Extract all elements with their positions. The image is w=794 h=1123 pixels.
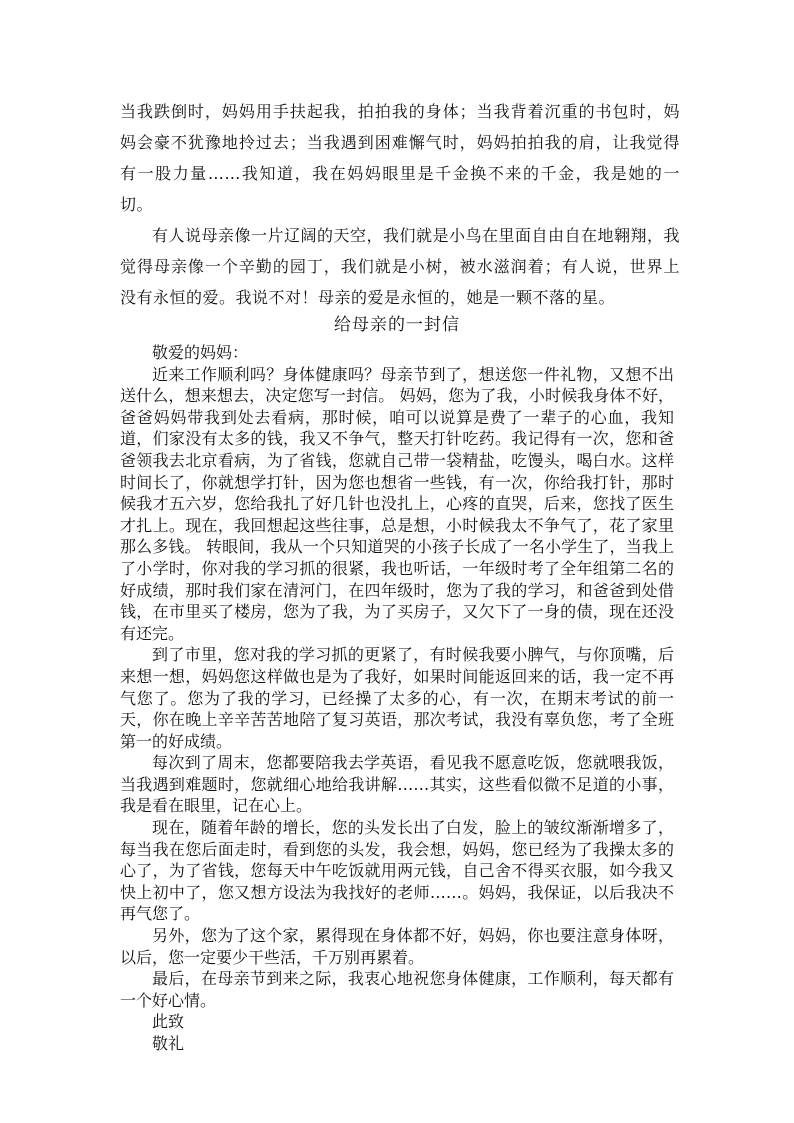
letter-paragraph: 现在，随着年龄的增长，您的头发长出了白发，脸上的皱纹渐渐增多了，每当我在您后面走时，看到您的头发，我会想，妈妈，您已经为了我操太多的心了，为了省钱，您每天中午吃饭就用两元钱，自己舍不得买衣服，如今我又快上初中了，您又想方设法为我找好的老师……。妈妈，我保证，以后我决不再气您了。	[120, 818, 674, 924]
letter-body	[120, 342, 674, 1055]
letter-title: 给母亲的一封信	[334, 315, 460, 335]
letter-closing: 敬礼	[152, 1034, 185, 1053]
letter-salutation: 敬爱的妈妈：	[152, 343, 249, 362]
letter-closing: 此致	[152, 1012, 185, 1032]
letter-paragraph: 另外，您为了这个家，累得现在身体都不好，妈妈，你也要注意身体呀，以后，您一定要少干些活，千万别再累着。	[120, 926, 674, 967]
essay-section	[120, 96, 680, 313]
letter-paragraph: 每次到了周末，您都要陪我去学英语，看见我不愿意吃饭，您就喂我饭，当我遇到难题时，您就细心地给我讲解……其实，这些看似微不足道的小事，我是看在眼里，记在心上。	[120, 753, 674, 816]
essay-paragraph: 当我跌倒时，妈妈用手扶起我，拍拍我的身体；当我背着沉重的书包时，妈妈会豪不犹豫地拎过去；当我遇到困难懈气时，妈妈拍拍我的肩，让我觉得有一股力量……我知道，我在妈妈眼里是千金换不来的千金，我是她的一切。	[120, 102, 680, 214]
letter-paragraph: 到了市里，您对我的学习抓的更紧了，有时候我要小脾气，与你顶嘴，后来想一想，妈妈您这样做也是为了我好，如果时间能返回来的话，我一定不再气您了。您为了我的学习，已经操了太多的心，有一次，在期末考试的前一天，你在晚上辛辛苦苦地陪了复习英语，那次考试，我没有辜负您，考了全班第一的好成绩。	[120, 645, 674, 751]
essay-paragraph: 有人说母亲像一片辽阔的天空，我们就是小鸟在里面自由自在地翱翔，我觉得母亲像一个辛勤的园丁，我们就是小树，被水滋润着；有人说，世界上没有永恒的爱。我说不对！母亲的爱是永恒的，她是一颗不落的星。	[120, 226, 681, 307]
letter-paragraph: 近来工作顺利吗？身体健康吗？母亲节到了，想送您一件礼物，又想不出送什么，想来想去，决定您写一封信。 妈妈，您为了我，小时候我身体不好，爸爸妈妈带我到处去看病，那时候，咱可以说算是费了一辈子的心血，我知道，们家没有太多的钱，我又不争气，整天打针吃药。我记得有一次，您和爸爸领我去北京看病，为了省钱，您就自己带一袋精盐，吃馒头，喝白水。这样时间长了，你就想学打针，因为您也想省一些钱，有一次，你给我打针，那时候我才五六岁，您给我扎了好几针也没扎上，心疼的直哭，后来，您找了医生才扎上。现在，我回想起这些往事，总是想，小时候我太不争气了，花了家里那么多钱。 转眼间，我从一个只知道哭的小孩子长成了一名小学生了，当我上了小学时，你对我的学习抓的很紧，我也听话，一年级时考了全年组第二名的好成绩，那时我们家在清河门，在四年级时，您为了我的学习，和爸爸到处借钱，在市里买了楼房，您为了我，为了买房子，又欠下了一身的债，现在还没有还完。	[120, 364, 674, 643]
letter-paragraph: 最后，在母亲节到来之际，我衷心地祝您身体健康，工作顺利，每天都有一个好心情。	[120, 969, 674, 1010]
